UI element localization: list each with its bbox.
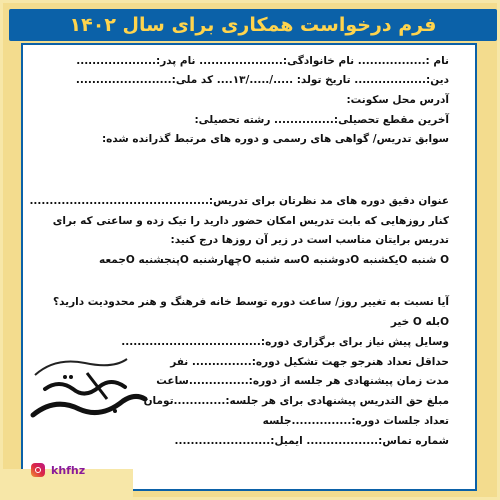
culture-house-logo: [15, 353, 155, 431]
line-restriction-question: آیا نسبت به تغییر روز/ ساعت دوره توسط خانه فرهنگ و هنر محدودیت دارید؟: [53, 296, 449, 308]
page-frame: [3, 3, 497, 497]
line-address: آدرس محل سکونت:: [346, 94, 449, 106]
line-days-instruction-2: تدریس برایتان مناسب است در زیر آن روزها درج کنید:: [170, 234, 449, 246]
line-education: آخرین مقطع تحصیلی:............... رشته تحصیلی:: [194, 114, 449, 126]
title-bar: [9, 9, 497, 41]
line-teaching-history: سوابق تدریس/ گواهی های رسمی و دوره های مرتبط گذرانده شده:: [101, 133, 449, 145]
instagram-handle[interactable]: [31, 463, 85, 477]
line-equipment: وسایل پیش نیاز برای برگزاری دوره:...................................: [121, 336, 449, 348]
line-name: نام :................. نام خانوادگی:..................... نام پدر:....................: [76, 55, 449, 67]
line-religion: دین:.................. تاریخ تولد: ...../...../۱۳.... کد ملی:........................: [75, 74, 449, 86]
line-session-count: تعداد جلسات دوره:...............جلسه: [262, 415, 449, 427]
line-course-title: عنوان دقیق دوره های مد نظرتان برای تدریس:.............................................: [29, 195, 449, 207]
line-contact: شماره تماس:.................. ایمیل:........................: [174, 435, 449, 447]
line-session-duration: مدت زمان پیشنهادی هر جلسه از دوره:...............ساعت: [156, 375, 449, 387]
instagram-handle-text: khfhz: [51, 463, 86, 477]
line-fee: مبلغ حق التدریس پیشنهادی برای هر جلسه:.............تومان: [143, 395, 449, 407]
line-days-instruction-1: کنار روزهایی که بابت تدریس امکان حضور دارید را تیک زده و ساعتی که برای: [52, 215, 449, 227]
line-min-students: حداقل تعداد هنرجو جهت تشکیل دوره:............... نفر: [170, 356, 449, 368]
form-title: فرم درخواست همکاری برای سال ۱۴۰۲: [69, 14, 437, 36]
line-yes-no-options: Oبله O خیر: [390, 316, 449, 328]
line-days-options: O شنبه Oیکشنبه Oدوشنبه Oسه شنبه Oچهارشنبه Oپنجشنبه Oجمعه: [98, 254, 449, 266]
instagram-icon: [31, 463, 45, 477]
